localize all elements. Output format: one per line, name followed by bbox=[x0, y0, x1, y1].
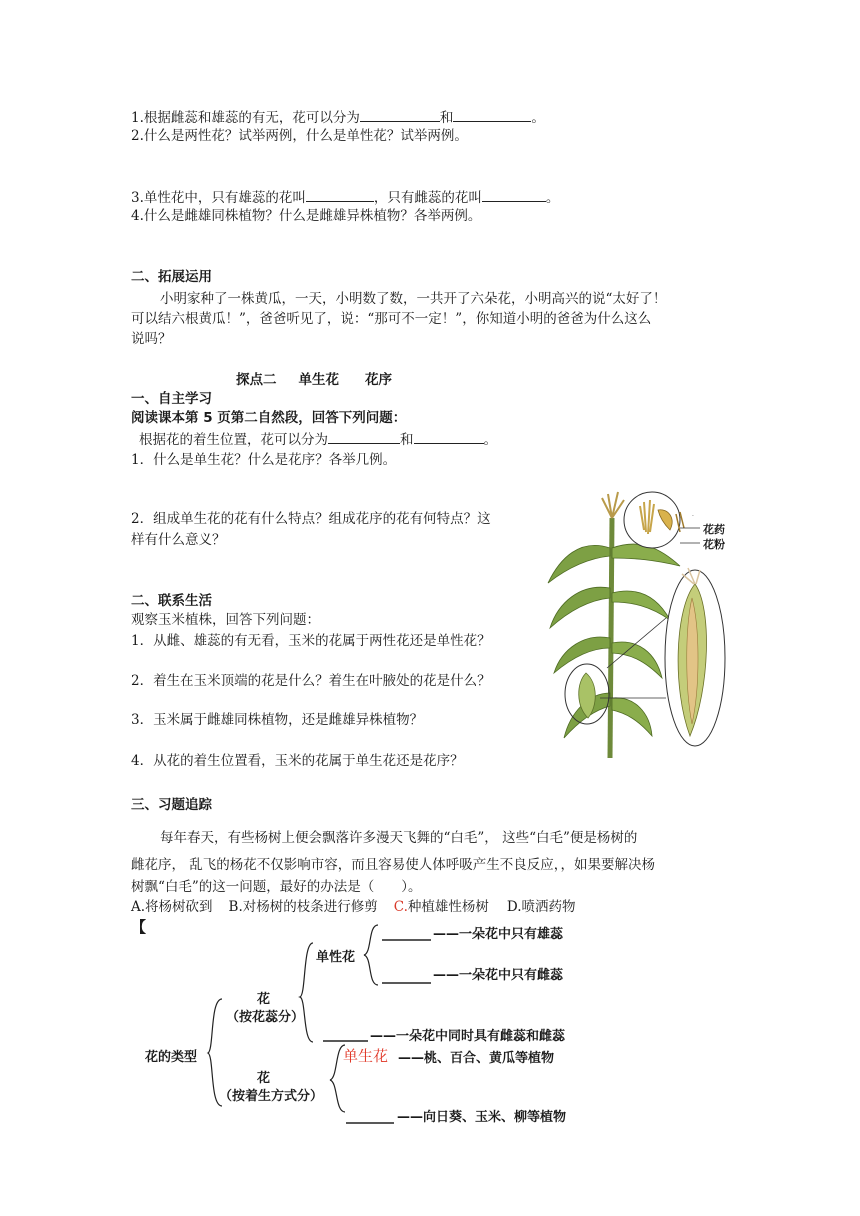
label-pollen: 花粉 bbox=[703, 538, 725, 551]
option-b[interactable]: B.对杨树的枝条进行修剪 bbox=[228, 899, 378, 915]
exercise-paragraph-3: 树飘“白毛”的这一问题，最好的办法是（ ）。 bbox=[131, 879, 422, 895]
tree-leaf-stamen-only: ——一朵花中只有雄蕊 bbox=[433, 927, 564, 942]
question-2: 2.什么是两性花？试举两例，什么是单性花？试举两例。 bbox=[131, 128, 468, 144]
extension-heading: 二、拓展运用 bbox=[131, 269, 212, 285]
tree-unisexual: 单性花 bbox=[316, 950, 356, 965]
tree-root: 花的类型 bbox=[145, 1050, 198, 1065]
life-intro: 观察玉米植株，回答下列问题： bbox=[131, 612, 320, 628]
section-title-c: 花序 bbox=[365, 372, 392, 388]
question-1-text-a: 1.根据雌蕊和雄蕊的有无，花可以分为 bbox=[131, 110, 360, 126]
tree-leaf-bisexual: ——一朵花中同时具有雌蕊和雌蕊 bbox=[370, 1029, 566, 1044]
life-question-1: 1．从雌、雄蕊的有无看，玉米的花属于两性花还是单性花？ bbox=[131, 633, 491, 649]
fill-question-text-a: 根据花的着生位置，花可以分为 bbox=[139, 432, 328, 448]
tree-leaf-inflorescence-examples: ——向日葵、玉米、柳等植物 bbox=[397, 1110, 567, 1125]
answer-single-flower: 单生花 bbox=[343, 1047, 389, 1065]
question-3-text-a: 3.单性花中，只有雄蕊的花叫 bbox=[131, 190, 306, 206]
bracket-mark: 【 bbox=[131, 918, 147, 936]
question-1-text-c: 。 bbox=[531, 110, 545, 126]
reading-instruction: 阅读课本第 5 页第二自然段，回答下列问题： bbox=[131, 410, 407, 426]
option-d[interactable]: D.喷洒药物 bbox=[506, 899, 576, 915]
extension-paragraph-2: 可以结六根黄瓜！”，爸爸听见了，说：“那可不一定！”，你知道小明的爸爸为什么这么 bbox=[131, 311, 652, 327]
life-heading: 二、联系生活 bbox=[131, 593, 212, 609]
section2-question-1: 1．什么是单生花？什么是花序？各举几例。 bbox=[131, 452, 397, 468]
question-3-text-b: ，只有雌蕊的花叫 bbox=[373, 190, 482, 206]
question-4: 4.什么是雌雄同株植物？什么是雌雄异株植物？各举两例。 bbox=[131, 208, 482, 224]
self-study-heading: 一、自主学习 bbox=[131, 391, 212, 407]
exercise-paragraph-1: 每年春天，有些杨树上便会飘落许多漫天飞舞的“白毛”， 这些“白毛”便是杨树的 bbox=[160, 830, 638, 846]
section2-question-2a: 2．组成单生花的花有什么特点？组成花序的花有何特点？这 bbox=[131, 511, 491, 527]
option-c-letter[interactable]: C. bbox=[393, 899, 408, 915]
label-anther: 花药 bbox=[703, 523, 725, 536]
option-a[interactable]: A.将杨树砍到 bbox=[131, 899, 213, 915]
exercise-heading: 三、习题追踪 bbox=[131, 797, 212, 813]
tree-node-position: 花 bbox=[257, 1071, 271, 1086]
tree-node-stamen: 花 bbox=[257, 992, 271, 1007]
question-1-text-b: 和 bbox=[439, 110, 454, 126]
section2-question-2b: 样有什么意义？ bbox=[131, 532, 226, 548]
life-question-4: 4．从花的着生位置看，玉米的花属于单生花还是花序？ bbox=[131, 753, 464, 769]
life-question-3: 3．玉米属于雌雄同株植物，还是雌雄异株植物？ bbox=[131, 712, 424, 728]
tree-node-stamen-sub: （按花蕊分） bbox=[226, 1010, 305, 1025]
tree-node-position-sub: （按着生方式分） bbox=[219, 1089, 324, 1104]
option-c[interactable]: 种植雄性杨树 bbox=[407, 899, 489, 915]
life-question-2: 2．着生在玉米顶端的花是什么？着生在叶腋处的花是什么？ bbox=[131, 673, 491, 689]
extension-paragraph-1: 小明家种了一株黄瓜，一天，小明数了数，一共开了六朵花，小明高兴的说“太好了！ bbox=[160, 291, 667, 307]
section-title-a: 探点二 bbox=[236, 372, 277, 388]
tree-leaf-single-examples: ——桃、百合、黄瓜等植物 bbox=[398, 1051, 555, 1066]
question-3-text-c: 。 bbox=[545, 190, 560, 206]
extension-paragraph-3: 说吗？ bbox=[131, 331, 172, 347]
exercise-paragraph-2: 雌花序， 乱飞的杨花不仅影响市容，而且容易使人体呼吸产生不良反应，，如果要解决杨 bbox=[131, 857, 656, 873]
svg-text:·: · bbox=[692, 513, 694, 520]
fill-question-text-c: 。 bbox=[483, 432, 497, 448]
section-title-b: 单生花 bbox=[298, 372, 339, 388]
tree-leaf-pistil-only: ——一朵花中只有雌蕊 bbox=[433, 968, 564, 983]
fill-question-text-b: 和 bbox=[400, 432, 414, 448]
